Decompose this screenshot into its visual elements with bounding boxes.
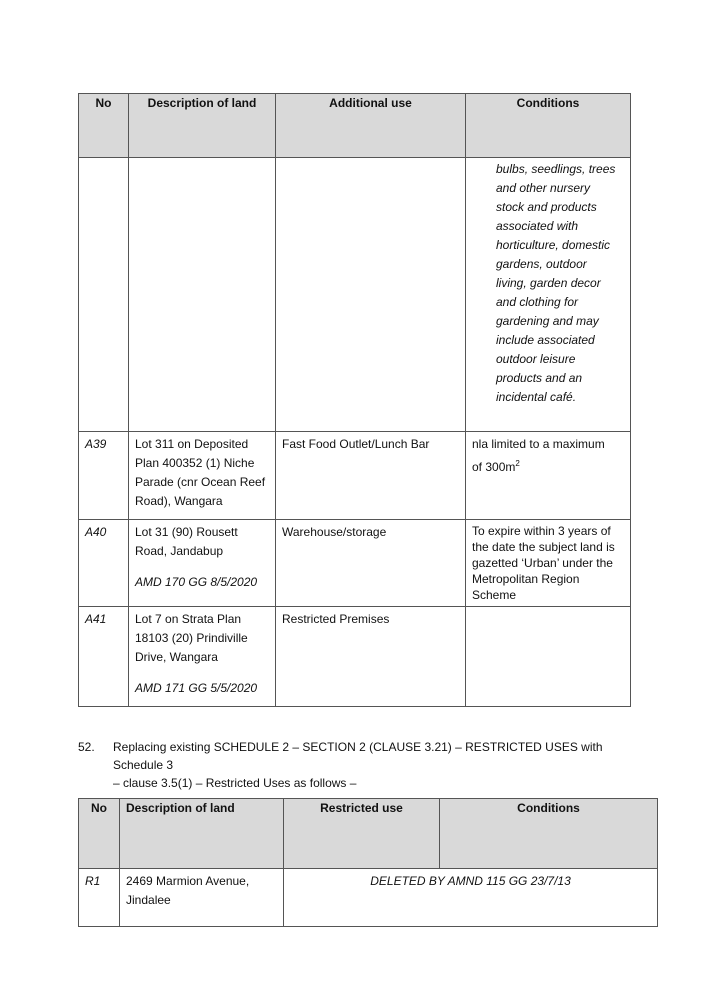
row-conditions bbox=[466, 607, 631, 707]
clause-52 bbox=[78, 738, 638, 792]
row-number: R1 bbox=[79, 869, 120, 927]
row-number: A41 bbox=[79, 607, 129, 707]
header-description: Description of land bbox=[129, 94, 276, 158]
header-restricted-use: Restricted use bbox=[284, 799, 440, 869]
table-row-a39 bbox=[79, 432, 631, 520]
amendment-note: AMD 171 GG 5/5/2020 bbox=[135, 681, 258, 695]
header-description: Description of land bbox=[120, 799, 284, 869]
clause-text-line2: – clause 3.5(1) – Restricted Uses as follows – bbox=[113, 776, 357, 790]
header-additional-use: Additional use bbox=[276, 94, 466, 158]
row-additional-use: Warehouse/storage bbox=[276, 520, 466, 607]
row-conditions: To expire within 3 years of the date the subject land is gazetted ‘Urban’ under the Metropolitan Region Scheme bbox=[466, 520, 631, 607]
table-row-r1 bbox=[79, 869, 658, 927]
row-additional-use: Fast Food Outlet/Lunch Bar bbox=[276, 432, 466, 520]
clause-number: 52. bbox=[78, 740, 95, 754]
deleted-note: DELETED BY AMND 115 GG 23/7/13 bbox=[284, 869, 658, 927]
row-additional-use: Restricted Premises bbox=[276, 607, 466, 707]
table-row-a40 bbox=[79, 520, 631, 607]
header-conditions: Conditions bbox=[440, 799, 658, 869]
header-no: No bbox=[79, 799, 120, 869]
header-no: No bbox=[79, 94, 129, 158]
clause-text-line1: Replacing existing SCHEDULE 2 – SECTION 2 (CLAUSE 3.21) – RESTRICTED USES with Schedule 3 bbox=[113, 740, 603, 772]
continued-conditions: bulbs, seedlings, trees and other nursery stock and products associated with horticulture, domestic gardens, outdoor living, garden decor and clothing for gardening and may include associated outdoor leisure products and an incidental café. bbox=[466, 158, 631, 432]
additional-uses-table bbox=[78, 93, 631, 707]
row-description: Lot 7 on Strata Plan 18103 (20) Prindiville Drive, Wangara AMD 171 GG 5/5/2020 bbox=[129, 607, 276, 707]
amendment-note: AMD 170 GG 8/5/2020 bbox=[135, 575, 258, 589]
row-description: 2469 Marmion Avenue, Jindalee bbox=[120, 869, 284, 927]
row-conditions: nla limited to a maximum of $300m^2$ bbox=[466, 432, 631, 520]
table-row-a41 bbox=[79, 607, 631, 707]
table-row-continuation bbox=[79, 158, 631, 432]
table-header-row bbox=[79, 799, 658, 869]
row-number: A39 bbox=[79, 432, 129, 520]
restricted-uses-table bbox=[78, 798, 658, 927]
table-header-row bbox=[79, 94, 631, 158]
row-description: Lot 311 on Deposited Plan 400352 (1) Niche Parade (cnr Ocean Reef Road), Wangara bbox=[129, 432, 276, 520]
row-description: Lot 31 (90) Rousett Road, Jandabup AMD 170 GG 8/5/2020 bbox=[129, 520, 276, 607]
header-conditions: Conditions bbox=[466, 94, 631, 158]
row-number: A40 bbox=[79, 520, 129, 607]
